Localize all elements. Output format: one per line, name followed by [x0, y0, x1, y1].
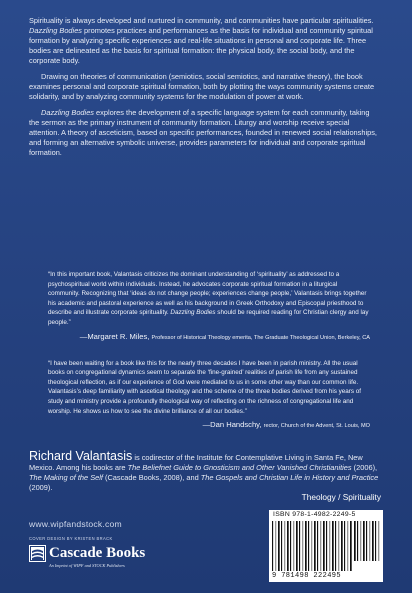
barcode-bar: [278, 521, 280, 571]
endorser-name: —Dan Handschy,: [202, 420, 262, 430]
barcode-bar: [332, 521, 334, 571]
barcode-bar: [285, 521, 286, 571]
barcode-bar: [348, 521, 349, 571]
endorsement-quote: “I have been waiting for a book like this for the nearly three decades I have been in parish ministry. All the usual books on congregational dynamics seem to separate the ‘fine-grained’ realities of parish life from any sustained theological reflection, as if our experience of God were mediated to us in some other way than our common life. Valantasis’s deep familiarity with ascetical theology and the scheme of the three bodies derived from his years of study and ministry provide a profoundly theological way of reflecting on the richness of congregational life and worship. He shows us how to see the divine brilliance of all our bodies.”: [48, 359, 362, 415]
publisher-url[interactable]: www.wipfandstock.com: [29, 519, 122, 529]
barcode-bar: [341, 521, 343, 571]
barcode-bar: [314, 521, 316, 571]
endorser-affiliation: Professor of Historical Theology emerita, The Graduate Theological Union, Berkeley, CA: [151, 334, 370, 341]
wipf-and-stock-emblem-icon: [29, 545, 46, 562]
description-paragraph-3: Dazzling Bodies explores the development of a specific language system for each community, taking the sermon as the primary instrument of community formation. Liturgy and worship receive special attention. A theory of asceticism, based on specific performances, founded in renewed social relationships, and forming an alternative symbolic universe, provides parameters for individual and corporate spiritual formation.: [29, 108, 377, 157]
barcode-bar: [312, 521, 313, 571]
barcode-bar: [305, 521, 307, 571]
book-description: [29, 16, 381, 164]
endorser-affiliation: rector, Church of the Advent, St. Louis, MO: [263, 423, 370, 430]
barcode-bar: [366, 521, 367, 561]
barcode-bar: [379, 521, 380, 561]
barcode-bar: [281, 521, 282, 571]
ean-barcode-bars: [272, 521, 352, 572]
barcode-bar: [296, 521, 298, 571]
book-title-italic: The Beliefnet Guide to Gnosticism and Other Vanished Christianities: [127, 463, 352, 472]
book-title-italic: Dazzling Bodies: [170, 309, 216, 317]
barcode-bar: [370, 521, 371, 561]
endorsement-miles: [48, 270, 370, 343]
endorsement-attribution: [48, 420, 370, 431]
publisher-imprint: An Imprint of WIPF and STOCK Publishers: [49, 563, 125, 568]
barcode-bar: [330, 521, 331, 571]
barcode-bar: [357, 521, 358, 561]
subject-category: Theology / Spirituality: [301, 492, 381, 502]
barcode-bar: [344, 521, 345, 571]
barcode-bar: [323, 521, 325, 571]
barcode-digits: 9 781498 222495: [272, 572, 342, 580]
barcode-bar: [372, 521, 374, 561]
barcode-bar: [299, 521, 300, 571]
cover-design-credit: COVER DESIGN BY KRISTEN BRACK: [29, 536, 113, 541]
barcode-bar: [317, 521, 318, 571]
barcode-bar: [335, 521, 336, 571]
description-paragraph-1: Spirituality is always developed and nurtured in community, and communities have particular spiritualities. Dazzling Bodies promotes practices and performances as the basis for individual and community spiritual formation by analyzing specific experiences and real-life situations in personal and corporate life. Three bodies are delineated as the basis for spiritual formation: the physical body, the social body, and the corporate body.: [29, 16, 374, 65]
isbn-barcode: [269, 510, 383, 582]
endorsement-handschy: [48, 359, 370, 432]
book-title-italic: The Making of the Self: [29, 473, 103, 482]
endorsements: [48, 270, 370, 431]
barcode-bar: [339, 521, 340, 571]
price-barcode-bars: [354, 521, 380, 572]
endorsement-quote: “In this important book, Valantasis criticizes the dominant understanding of ‘spirituality’ as addressed to a psychospiritual world within individuals. Instead, he advocates corporate spiritual formation in a liturgical community. Recognizing that ‘ideas do not change people; experiences change people,’ Valantasis brings together his academic and pastoral experience as well as his background in Greek Orthodoxy and Episcopal priesthood to describe and illustrate corporate spirituality. Dazzling Bodies should be required reading for Christian clergy and lay people.”: [48, 271, 369, 326]
barcode-bar: [290, 521, 291, 571]
barcode-bar: [326, 521, 327, 571]
barcode-bar: [350, 521, 352, 571]
publisher-name: Cascade Books: [49, 545, 146, 561]
barcode-bar: [375, 521, 376, 561]
barcode-bar: [361, 521, 362, 561]
barcode-bar: [308, 521, 309, 571]
book-title-italic: Dazzling Bodies: [29, 26, 82, 35]
publisher-logo: [29, 543, 219, 581]
endorser-name: —Margaret R. Miles,: [79, 331, 150, 341]
barcode-bar: [287, 521, 289, 571]
description-paragraph-2: Drawing on theories of communication (semiotics, social semiotics, and narrative theory), the book examines personal and corporate spiritual formation, both by plotting the ways community systems create solidarity, and by analyzing community systems for the modulation of power at work.: [29, 72, 375, 101]
barcode-bar: [354, 521, 356, 561]
barcode-bar: [276, 521, 277, 571]
barcode-bar: [303, 521, 304, 571]
book-title-italic: Dazzling Bodies: [41, 108, 94, 117]
barcode-bar: [294, 521, 295, 571]
barcode-bar: [363, 521, 365, 561]
barcode-bar: [272, 521, 273, 571]
author-bio: Richard Valantasis is codirector of the Institute for Contemplative Living in Santa Fe, New Mexico. Among his books are The Beliefnet Guide to Gnosticism and Other Vanished Christianities (2006), The Making of the Self (Cascade Books, 2008), and The Gospels and Christian Life in History and Practice (2009).: [29, 449, 379, 492]
book-title-italic: The Gospels and Christian Life in History and Practice: [200, 473, 379, 482]
isbn-label: ISBN 978-1-4982-2249-5: [273, 511, 356, 518]
barcode-bar: [321, 521, 322, 571]
endorsement-attribution: [48, 332, 370, 343]
author-name: Richard Valantasis: [29, 449, 133, 463]
